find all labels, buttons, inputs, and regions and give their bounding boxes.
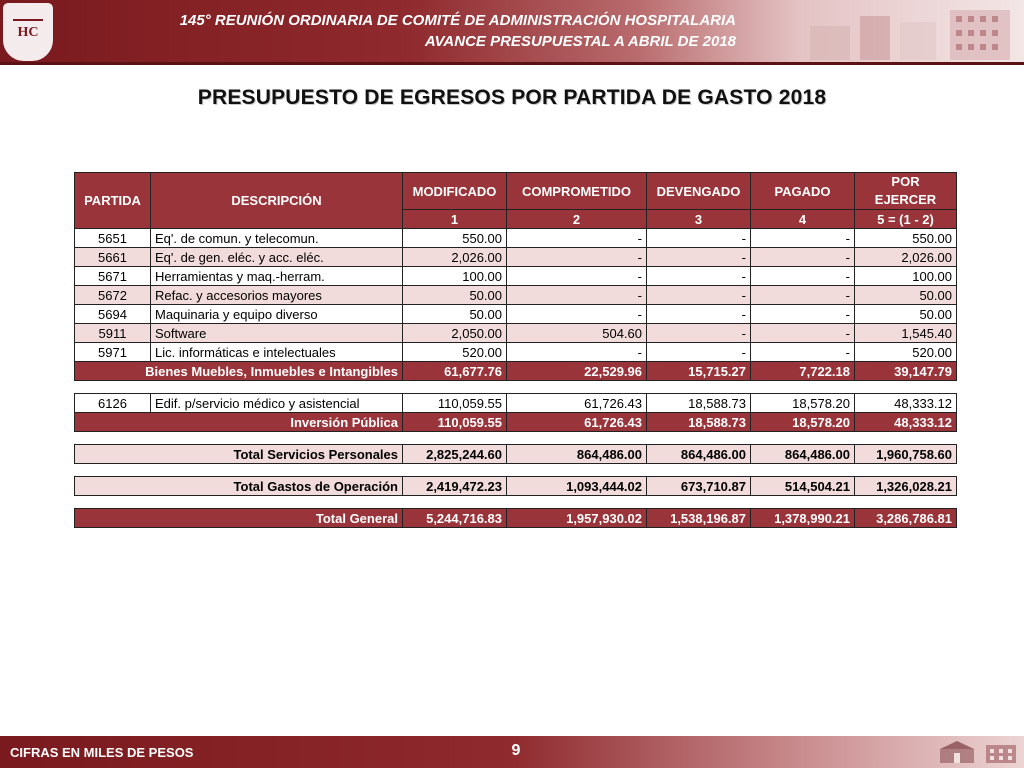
cell-devengado: 15,715.27 — [647, 362, 751, 381]
cell-comprometido: 864,486.00 — [507, 445, 647, 464]
cell-por-ejercer: 39,147.79 — [855, 362, 957, 381]
cell-pagado: 7,722.18 — [751, 362, 855, 381]
cell-pagado: - — [751, 248, 855, 267]
table-row — [75, 248, 957, 267]
cell-descripcion: Lic. informáticas e intelectuales — [151, 343, 403, 362]
col-header-pagado: PAGADO — [751, 173, 855, 210]
cell-partida: 5971 — [75, 343, 151, 362]
spacer-row — [75, 381, 957, 394]
total-general-row — [75, 509, 957, 528]
cell-devengado: - — [647, 267, 751, 286]
cell-devengado: 673,710.87 — [647, 477, 751, 496]
table-row — [75, 324, 957, 343]
footer-bar — [0, 736, 1024, 768]
subtotal-label: Bienes Muebles, Inmuebles e Intangibles — [75, 362, 403, 381]
subtotal-bienes-row — [75, 362, 957, 381]
subtotal-label: Inversión Pública — [75, 413, 403, 432]
cell-pagado: - — [751, 229, 855, 248]
cell-pagado: - — [751, 324, 855, 343]
cell-partida: 5651 — [75, 229, 151, 248]
header-divider — [0, 62, 1024, 65]
spacer-row — [75, 432, 957, 445]
cell-por-ejercer: 50.00 — [855, 286, 957, 305]
total-label: Total General — [75, 509, 403, 528]
cell-comprometido: - — [507, 267, 647, 286]
cell-por-ejercer: 100.00 — [855, 267, 957, 286]
spacer-row — [75, 496, 957, 509]
total-gastos-row — [75, 477, 957, 496]
cell-por-ejercer: 520.00 — [855, 343, 957, 362]
cell-modificado: 100.00 — [403, 267, 507, 286]
cell-modificado: 61,677.76 — [403, 362, 507, 381]
page-title: PRESUPUESTO DE EGRESOS POR PARTIDA DE GASTO 2018 — [197, 86, 827, 109]
cell-pagado: 18,578.20 — [751, 394, 855, 413]
hospital-logo-icon — [938, 739, 976, 765]
cell-descripcion: Refac. y accesorios mayores — [151, 286, 403, 305]
cell-partida: 5672 — [75, 286, 151, 305]
cell-pagado: 864,486.00 — [751, 445, 855, 464]
cell-por-ejercer: 50.00 — [855, 305, 957, 324]
table-row — [75, 286, 957, 305]
total-label: Total Gastos de Operación — [75, 477, 403, 496]
total-servicios-row — [75, 445, 957, 464]
cell-descripcion: Edif. p/servicio médico y asistencial — [151, 394, 403, 413]
cell-pagado: 514,504.21 — [751, 477, 855, 496]
cell-pagado: 18,578.20 — [751, 413, 855, 432]
cell-devengado: - — [647, 286, 751, 305]
table-row — [75, 267, 957, 286]
cell-devengado: - — [647, 305, 751, 324]
cell-partida: 5694 — [75, 305, 151, 324]
hospital-building-icon — [800, 4, 1024, 60]
cell-modificado: 50.00 — [403, 286, 507, 305]
cell-descripcion: Software — [151, 324, 403, 343]
cell-comprometido: - — [507, 343, 647, 362]
spacer-row — [75, 464, 957, 477]
cell-modificado: 520.00 — [403, 343, 507, 362]
cell-modificado: 2,050.00 — [403, 324, 507, 343]
col-index-1: 1 — [403, 210, 507, 229]
cell-descripcion: Eq'. de gen. eléc. y acc. eléc. — [151, 248, 403, 267]
cell-por-ejercer: 550.00 — [855, 229, 957, 248]
cell-por-ejercer: 1,326,028.21 — [855, 477, 957, 496]
meeting-title: 145° REUNIÓN ORDINARIA DE COMITÉ DE ADMINISTRACIÓN HOSPITALARIA — [179, 12, 736, 29]
col-index-3: 3 — [647, 210, 751, 229]
cell-comprometido: 22,529.96 — [507, 362, 647, 381]
cell-comprometido: 61,726.43 — [507, 394, 647, 413]
col-index-2: 2 — [507, 210, 647, 229]
cell-partida: 5661 — [75, 248, 151, 267]
col-header-por-ejercer: POR EJERCER — [855, 173, 957, 210]
cell-comprometido: - — [507, 248, 647, 267]
table-row — [75, 305, 957, 324]
university-logo — [2, 2, 54, 62]
cell-comprometido: 504.60 — [507, 324, 647, 343]
cell-pagado: - — [751, 343, 855, 362]
cell-partida: 6126 — [75, 394, 151, 413]
col-index-4: 4 — [751, 210, 855, 229]
cell-pagado: 1,378,990.21 — [751, 509, 855, 528]
cell-comprometido: - — [507, 286, 647, 305]
cell-descripcion: Eq'. de comun. y telecomun. — [151, 229, 403, 248]
cell-devengado: 864,486.00 — [647, 445, 751, 464]
table-row — [75, 343, 957, 362]
cell-comprometido: - — [507, 229, 647, 248]
hospital-building-small-icon — [982, 739, 1020, 765]
table-header-row — [75, 173, 957, 210]
cell-devengado: - — [647, 324, 751, 343]
cell-modificado: 5,244,716.83 — [403, 509, 507, 528]
cell-comprometido: 1,093,444.02 — [507, 477, 647, 496]
cell-partida: 5911 — [75, 324, 151, 343]
units-note: CIFRAS EN MILES DE PESOS — [10, 745, 194, 760]
cell-por-ejercer: 48,333.12 — [855, 413, 957, 432]
cell-comprometido: 61,726.43 — [507, 413, 647, 432]
table-row — [75, 394, 957, 413]
col-header-modificado: MODIFICADO — [403, 173, 507, 210]
cell-descripcion: Herramientas y maq.-herram. — [151, 267, 403, 286]
cell-modificado: 50.00 — [403, 305, 507, 324]
col-index-5: 5 = (1 - 2) — [855, 210, 957, 229]
subtotal-inversion-row — [75, 413, 957, 432]
cell-por-ejercer: 2,026.00 — [855, 248, 957, 267]
cell-partida: 5671 — [75, 267, 151, 286]
cell-devengado: 1,538,196.87 — [647, 509, 751, 528]
cell-devengado: 18,588.73 — [647, 413, 751, 432]
cell-pagado: - — [751, 286, 855, 305]
cell-modificado: 110,059.55 — [403, 394, 507, 413]
logo-monogram: HC — [17, 25, 39, 40]
cell-comprometido: - — [507, 305, 647, 324]
cell-por-ejercer: 1,545.40 — [855, 324, 957, 343]
cell-modificado: 2,825,244.60 — [403, 445, 507, 464]
cell-por-ejercer: 1,960,758.60 — [855, 445, 957, 464]
report-subtitle: AVANCE PRESUPUESTAL A ABRIL DE 2018 — [424, 33, 736, 50]
col-header-partida: PARTIDA — [75, 173, 151, 229]
col-header-devengado: DEVENGADO — [647, 173, 751, 210]
header-banner — [0, 0, 1024, 62]
budget-table — [74, 172, 957, 528]
cell-modificado: 550.00 — [403, 229, 507, 248]
cell-devengado: - — [647, 229, 751, 248]
cell-comprometido: 1,957,930.02 — [507, 509, 647, 528]
cell-devengado: 18,588.73 — [647, 394, 751, 413]
cell-devengado: - — [647, 343, 751, 362]
cell-modificado: 2,026.00 — [403, 248, 507, 267]
cell-modificado: 2,419,472.23 — [403, 477, 507, 496]
col-header-comprometido: COMPROMETIDO — [507, 173, 647, 210]
cell-descripcion: Maquinaria y equipo diverso — [151, 305, 403, 324]
table-row — [75, 229, 957, 248]
crown-icon — [13, 7, 43, 21]
cell-devengado: - — [647, 248, 751, 267]
page-number: 9 — [511, 742, 521, 759]
col-header-descripcion: DESCRIPCIÓN — [151, 173, 403, 229]
cell-pagado: - — [751, 267, 855, 286]
cell-por-ejercer: 48,333.12 — [855, 394, 957, 413]
cell-pagado: - — [751, 305, 855, 324]
total-label: Total Servicios Personales — [75, 445, 403, 464]
cell-por-ejercer: 3,286,786.81 — [855, 509, 957, 528]
cell-modificado: 110,059.55 — [403, 413, 507, 432]
